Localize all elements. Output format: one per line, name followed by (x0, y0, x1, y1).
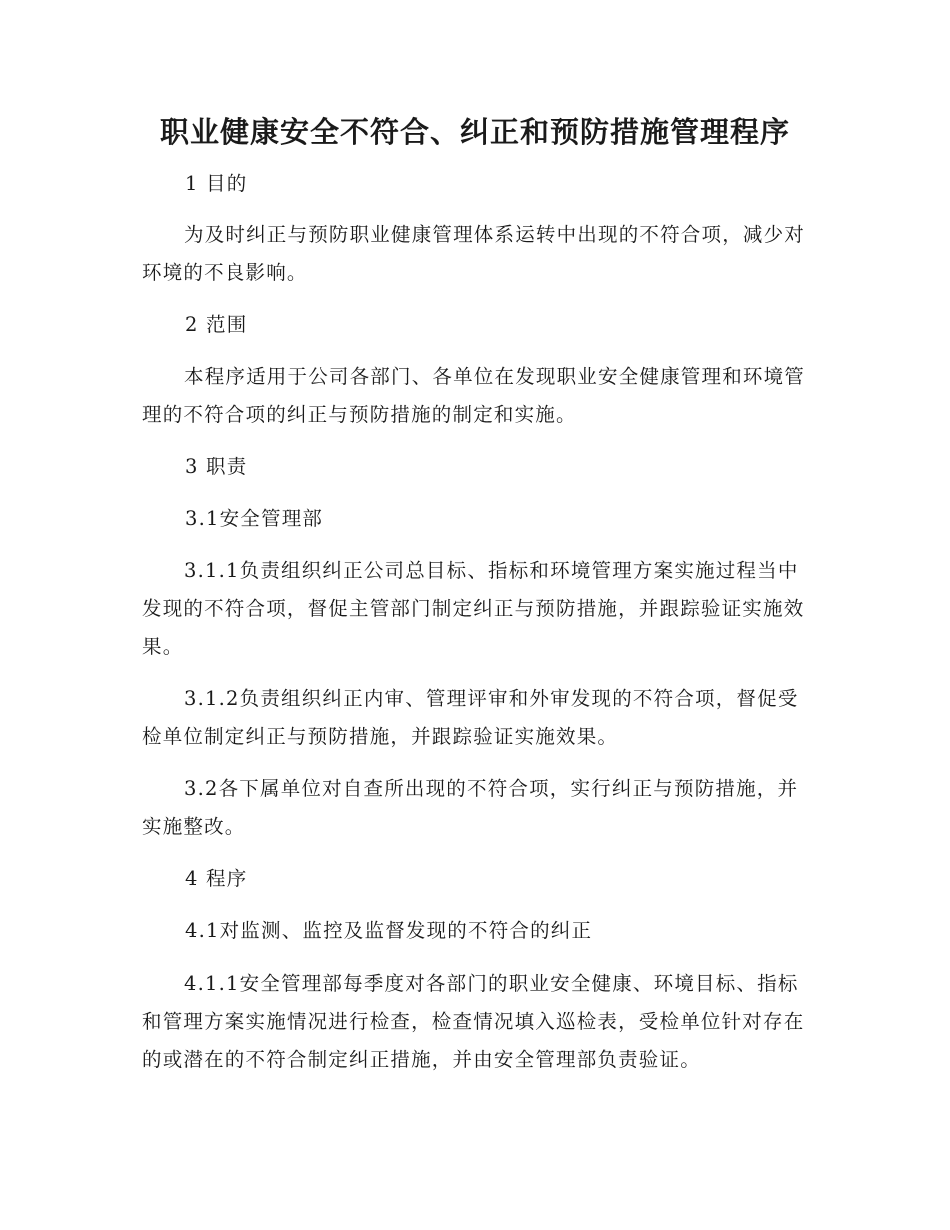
section-4-heading: 4 程序 (185, 867, 248, 890)
section-4-1-1-paragraph: 4.1.1安全管理部每季度对各部门的职业安全健康、环境目标、指标和管理方案实施情况进行检查，检查情况填入巡检表，受检单位针对存在的或潜在的不符合制定纠正措施，并由安全管理部负责验证。 (142, 972, 805, 1071)
section-1-paragraph: 为及时纠正与预防职业健康管理体系运转中出现的不符合项，减少对环境的不良影响。 (142, 223, 806, 284)
section-3-1-2-paragraph: 3.1.2负责组织纠正内审、管理评审和外审发现的不符合项，督促受检单位制定纠正与预防措施，并跟踪验证实施效果。 (142, 687, 799, 748)
section-3-1-heading: 3.1安全管理部 (185, 507, 324, 530)
section-1-heading: 1 目的 (185, 172, 248, 195)
section-3-1-1-paragraph: 3.1.1负责组织纠正公司总目标、指标和环境管理方案实施过程当中发现的不符合项，督促主管部门制定纠正与预防措施，并跟踪验证实施效果。 (142, 559, 805, 658)
section-4-1-heading: 4.1对监测、监控及监督发现的不符合的纠正 (185, 919, 593, 942)
section-3-heading: 3 职责 (185, 455, 248, 478)
section-2-paragraph: 本程序适用于公司各部门、各单位在发现职业安全健康管理和环境管理的不符合项的纠正与预防措施的制定和实施。 (142, 365, 806, 426)
document-title: 职业健康安全不符合、纠正和预防措施管理程序 (159, 115, 790, 149)
section-2-heading: 2 范围 (185, 313, 248, 336)
section-3-2-paragraph: 3.2各下属单位对自查所出现的不符合项，实行纠正与预防措施，并实施整改。 (142, 777, 799, 838)
